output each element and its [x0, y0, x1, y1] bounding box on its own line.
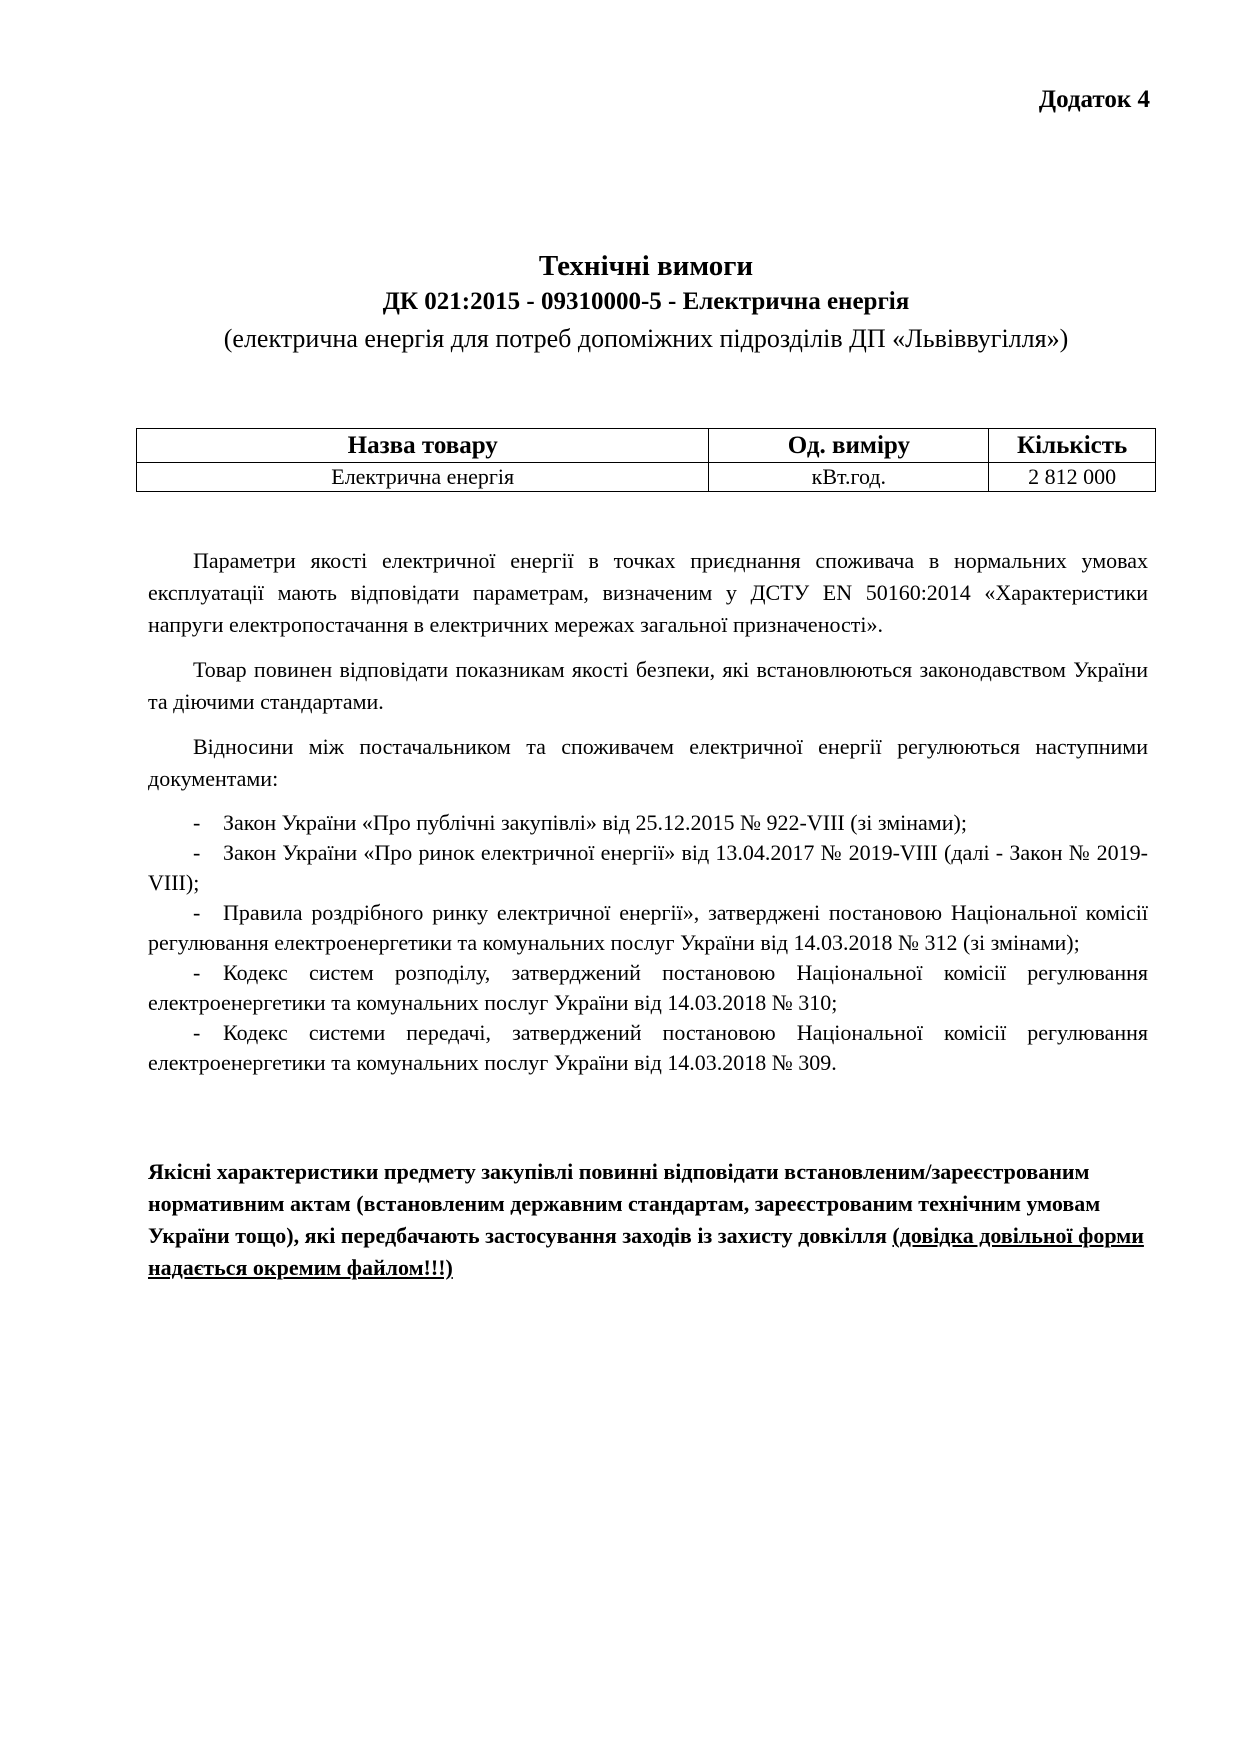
list-item-text: Закон України «Про публічні закупівлі» від 25.12.2015 № 922-VIII (зі змінами);: [223, 810, 967, 835]
list-item: [148, 808, 1148, 838]
list-item-text: Кодекс систем розподілу, затверджений постановою Національної комісії регулювання електроенергетики та комунальних послуг України від 14.03.2018 № 310;: [148, 960, 1148, 1015]
list-item: [148, 838, 1148, 898]
list-item-text: Закон України «Про ринок електричної енергії» від 13.04.2017 № 2019-VIII (далі - Закон № 2019-VIII);: [148, 840, 1148, 895]
title-block: [136, 246, 1156, 360]
list-dash: -: [193, 960, 201, 985]
list-dash: -: [193, 900, 201, 925]
quality-note-underlined: (довідка довільної форми надається окремим файлом!!!): [148, 1223, 1144, 1280]
paragraph-quality-params: Параметри якості електричної енергії в точках приєднання споживача в нормальних умовах експлуатації мають відповідати параметрам, визначеним у ДСТУ EN 50160:2014 «Характеристики напруги електропостачання в електричних мережах загальної призначеності».: [148, 548, 1148, 637]
table-header-row: [137, 429, 1156, 463]
document-subtitle: (електрична енергія для потреб допоміжних підрозділів ДП «Львіввугілля»): [223, 324, 1069, 353]
paragraph-relations: Відносини між постачальником та споживачем електричної енергії регулюються наступними документами:: [148, 734, 1148, 791]
quality-text: Якісні характеристики предмету закупівлі повинні відповідати встановленим/зареєстрованим нормативним актам (встановленим державним стандартам, зареєстрованим технічним умовам України тощо), які передбачають застосування заходів із захисту довкілля: [148, 1159, 1101, 1248]
appendix-label: Додаток 4: [1038, 86, 1150, 113]
classification-code: ДК 021:2015 - 09310000-5 - Електрична енергія: [382, 288, 910, 315]
documents-list: [148, 808, 1148, 1078]
list-item: [148, 898, 1148, 958]
header-quantity: Кількість: [989, 429, 1156, 463]
body-text: [148, 545, 1148, 1078]
list-item: [148, 1018, 1148, 1078]
list-dash: -: [193, 840, 201, 865]
header-product-name: Назва товару: [137, 429, 709, 463]
list-item: [148, 958, 1148, 1018]
header-unit: Од. виміру: [709, 429, 989, 463]
table-row: [137, 463, 1156, 492]
document-title: Технічні вимоги: [538, 250, 754, 282]
goods-table: [136, 428, 1156, 492]
quality-requirements: [148, 1156, 1148, 1284]
list-item-text: Правила роздрібного ринку електричної енергії», затверджені постановою Національної комісії регулювання електроенергетики та комунальних послуг України від 14.03.2018 № 312 (зі змінами);: [148, 900, 1148, 955]
cell-product-name: Електрична енергія: [137, 463, 709, 492]
list-item-text: Кодекс системи передачі, затверджений постановою Національної комісії регулювання електроенергетики та комунальних послуг України від 14.03.2018 № 309.: [148, 1020, 1148, 1075]
cell-quantity: 2 812 000: [989, 463, 1156, 492]
paragraph-safety: Товар повинен відповідати показникам якості безпеки, які встановлюються законодавством України та діючими стандартами.: [148, 657, 1148, 714]
list-dash: -: [193, 810, 201, 835]
cell-unit: кВт.год.: [709, 463, 989, 492]
list-dash: -: [193, 1020, 201, 1045]
